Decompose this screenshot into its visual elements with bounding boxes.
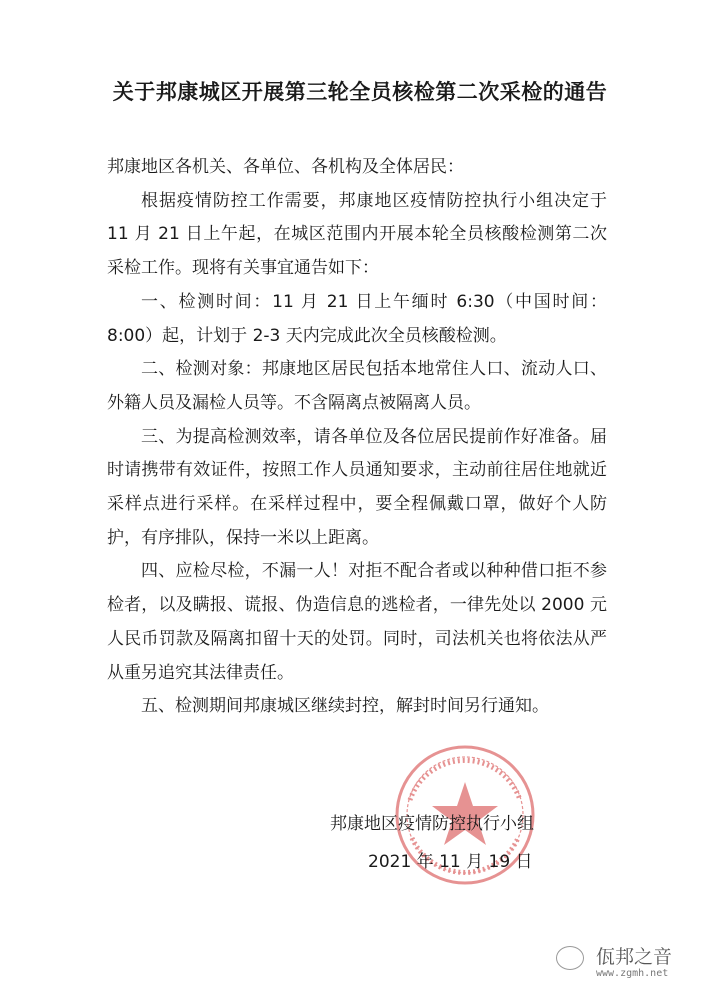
notice-title: 关于邦康城区开展第三轮全员核检第二次采检的通告: [112, 80, 608, 104]
paragraph-lockdown: 五、检测期间邦康城区继续封控，解封时间另行通知。: [141, 696, 549, 717]
paragraph-intro: 根据疫情防控工作需要，邦康地区疫情防控执行小组决定于 11 月 21 日上午起，在城区范围内开展本轮全员核酸检测第二次采检工作。现将有关事宜通告如下：: [107, 190, 607, 279]
paragraph-penalty: 四、应检尽检，不漏一人！对拒不配合者或以种种借口拒不参检者，以及瞒报、谎报、伪造信息的逃检者，一律先处以 2000 元人民币罚款及隔离扣留十天的处罚。同时，司法机关也将依法从严从重另追究其法律责任。: [107, 561, 607, 683]
salutation: 邦康地区各机关、各单位、各机构及全体居民：: [107, 157, 464, 177]
watermark-name: 佤邦之音: [596, 946, 673, 968]
wechat-icon: [556, 946, 584, 970]
notice-body: [107, 151, 607, 724]
paragraph-target: 二、检测对象：邦康地区居民包括本地常住人口、流动人口、外籍人员及漏检人员等。不含隔离点被隔离人员。: [107, 359, 607, 413]
watermark: [556, 940, 706, 984]
paragraph-efficiency: 三、为提高检测效率，请各单位及各位居民提前作好准备。届时请携带有效证件，按照工作人员通知要求，主动前往居住地就近采样点进行采样。在采样过程中，要全程佩戴口罩，做好个人防护，有序排队，保持一米以上距离。: [107, 426, 607, 548]
watermark-url: www.zgmh.net: [596, 968, 669, 979]
paragraph-time: 一、检测时间：11 月 21 日上午缅时 6:30（中国时间：8:00）起，计划于 2-3 天内完成此次全员核酸检测。: [107, 291, 607, 346]
signature-date: 2021 年 11 月 19 日: [368, 852, 533, 872]
signature-org: 邦康地区疫情防控执行小组: [330, 814, 534, 834]
